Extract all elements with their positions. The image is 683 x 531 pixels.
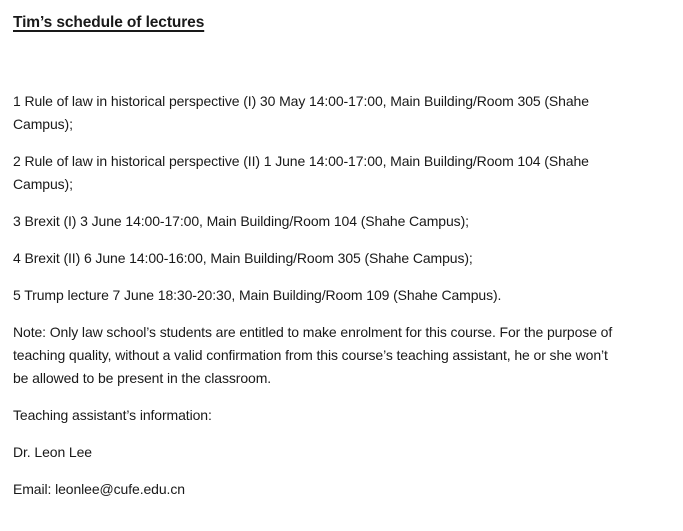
lecture-paragraph-4	[13, 247, 667, 270]
note-line: be allowed to be present in the classroom.	[13, 370, 272, 386]
lecture-line: 4 Brexit (II) 6 June 14:00-16:00, Main Building/Room 305 (Shahe Campus);	[13, 250, 473, 266]
lecture-line: 5 Trump lecture 7 June 18:30-20:30, Main Building/Room 109 (Shahe Campus).	[13, 287, 502, 303]
note-line: Note: Only law school’s students are entitled to make enrolment for this course. For the purpose of	[13, 324, 613, 340]
document-title: Tim’s schedule of lectures	[13, 14, 205, 31]
ta-email: Email: leonlee@cufe.edu.cn	[13, 481, 185, 497]
ta-info-heading-paragraph	[13, 404, 667, 427]
ta-name: Dr. Leon Lee	[13, 444, 92, 460]
ta-info-heading: Teaching assistant’s information:	[13, 407, 212, 423]
lecture-paragraph-3	[13, 210, 667, 233]
lecture-line: 3 Brexit (I) 3 June 14:00-17:00, Main Building/Room 104 (Shahe Campus);	[13, 213, 469, 229]
ta-email-paragraph	[13, 478, 667, 501]
lecture-line: 1 Rule of law in historical perspective (I) 30 May 14:00-17:00, Main Building/Room 305 (Shahe	[13, 93, 589, 109]
ta-name-paragraph	[13, 441, 667, 464]
lecture-paragraph-5	[13, 284, 667, 307]
lecture-line: Campus);	[13, 116, 73, 132]
lecture-paragraph-1	[13, 90, 667, 136]
note-paragraph	[13, 321, 667, 390]
note-line: teaching quality, without a valid confirmation from this course’s teaching assistant, he or she won’t	[13, 347, 608, 363]
lecture-paragraph-2	[13, 150, 667, 196]
lecture-line: 2 Rule of law in historical perspective (II) 1 June 14:00-17:00, Main Building/Room 104 (Shahe	[13, 153, 589, 169]
lecture-line: Campus);	[13, 176, 73, 192]
